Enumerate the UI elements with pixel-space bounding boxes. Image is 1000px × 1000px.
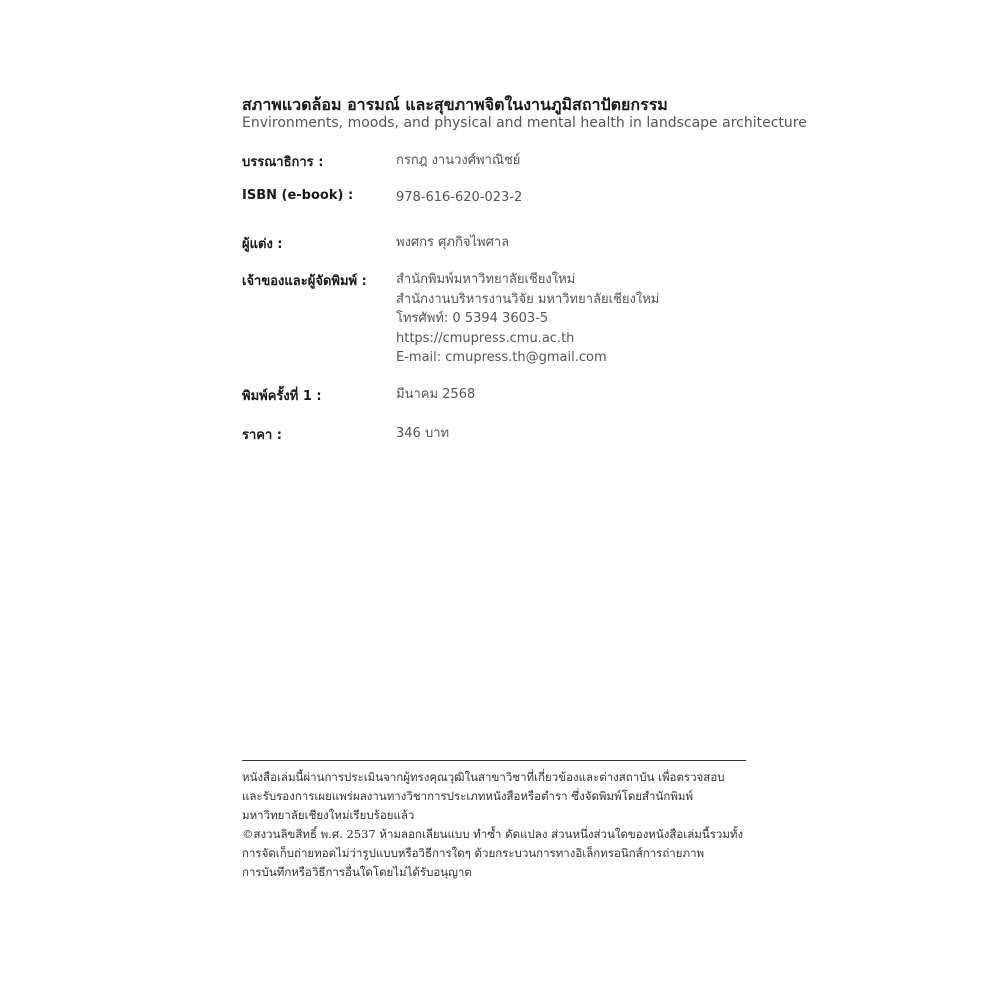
book-title-english: Environments, moods, and physical and mental health in landscape architecture [242, 115, 807, 131]
publisher-line: สำนักงานบริหารงานวิจัย มหาวิทยาลัยเชียงใหม่ [396, 291, 660, 307]
first-print-label: พิมพ์ครั้งที่ 1 : [242, 389, 322, 404]
editor-label: บรรณาธิการ : [242, 155, 324, 170]
footnote-divider [242, 760, 746, 761]
publisher-website: https://cmupress.cmu.ac.th [396, 330, 575, 346]
price-value: 346 บาท [396, 426, 450, 441]
publisher-value [396, 270, 659, 368]
author-label: ผู้แต่ง : [242, 237, 283, 252]
footnote [242, 768, 752, 882]
copyright-line: ©สงวนลิขสิทธิ์ พ.ศ. 2537 ห้ามลอกเลียนแบบ ทำซ้ำ ดัดแปลง ส่วนหนึ่งส่วนใดของหนังสือเล่มนี้รวมทั้ง [242, 827, 744, 841]
copyright-line: การบันทึกหรือวิธีการอื่นใดโดยไม่ได้รับอนุญาต [242, 865, 472, 879]
publisher-email: E-mail: cmupress.th@gmail.com [396, 350, 607, 365]
price-label: ราคา : [242, 428, 283, 443]
publisher-label: เจ้าของและผู้จัดพิมพ์ : [242, 274, 367, 289]
footnote-line: หนังสือเล่มนี้ผ่านการประเมินจากผู้ทรงคุณวุฒิในสาขาวิชาที่เกี่ยวข้องและต่างสถาบัน เพื่อตรวจสอบ [242, 770, 725, 784]
footnote-line: และรับรองการเผยแพร่ผลงานทางวิชาการประเภทหนังสือหรือตำรา ซึ่งจัดพิมพ์โดยสำนักพิมพ์ [242, 789, 694, 803]
isbn-label: ISBN (e-book) : [242, 188, 354, 203]
publisher-phone: โทรศัพท์: 0 5394 3603-5 [396, 311, 549, 326]
book-title-thai: สภาพแวดล้อม อารมณ์ และสุขภาพจิตในงานภูมิสถาปัตยกรรม [242, 95, 668, 114]
footnote-line: มหาวิทยาลัยเชียงใหม่เรียบร้อยแล้ว [242, 808, 415, 822]
editor-value: กรกฎ งานวงศ์พาณิชย์ [396, 153, 521, 168]
first-print-value: มีนาคม 2568 [396, 387, 476, 402]
copyright-line: การจัดเก็บถ่ายทอดไม่ว่ารูปแบบหรือวิธีการใดๆ ด้วยกระบวนการทางอิเล็กทรอนิกส์การถ่ายภาพ [242, 846, 705, 860]
publisher-line: สำนักพิมพ์มหาวิทยาลัยเชียงใหม่ [396, 272, 576, 287]
author-value: พงศกร ศุภกิจไพศาล [396, 235, 510, 250]
isbn-value: 978-616-620-023-2 [396, 190, 523, 205]
